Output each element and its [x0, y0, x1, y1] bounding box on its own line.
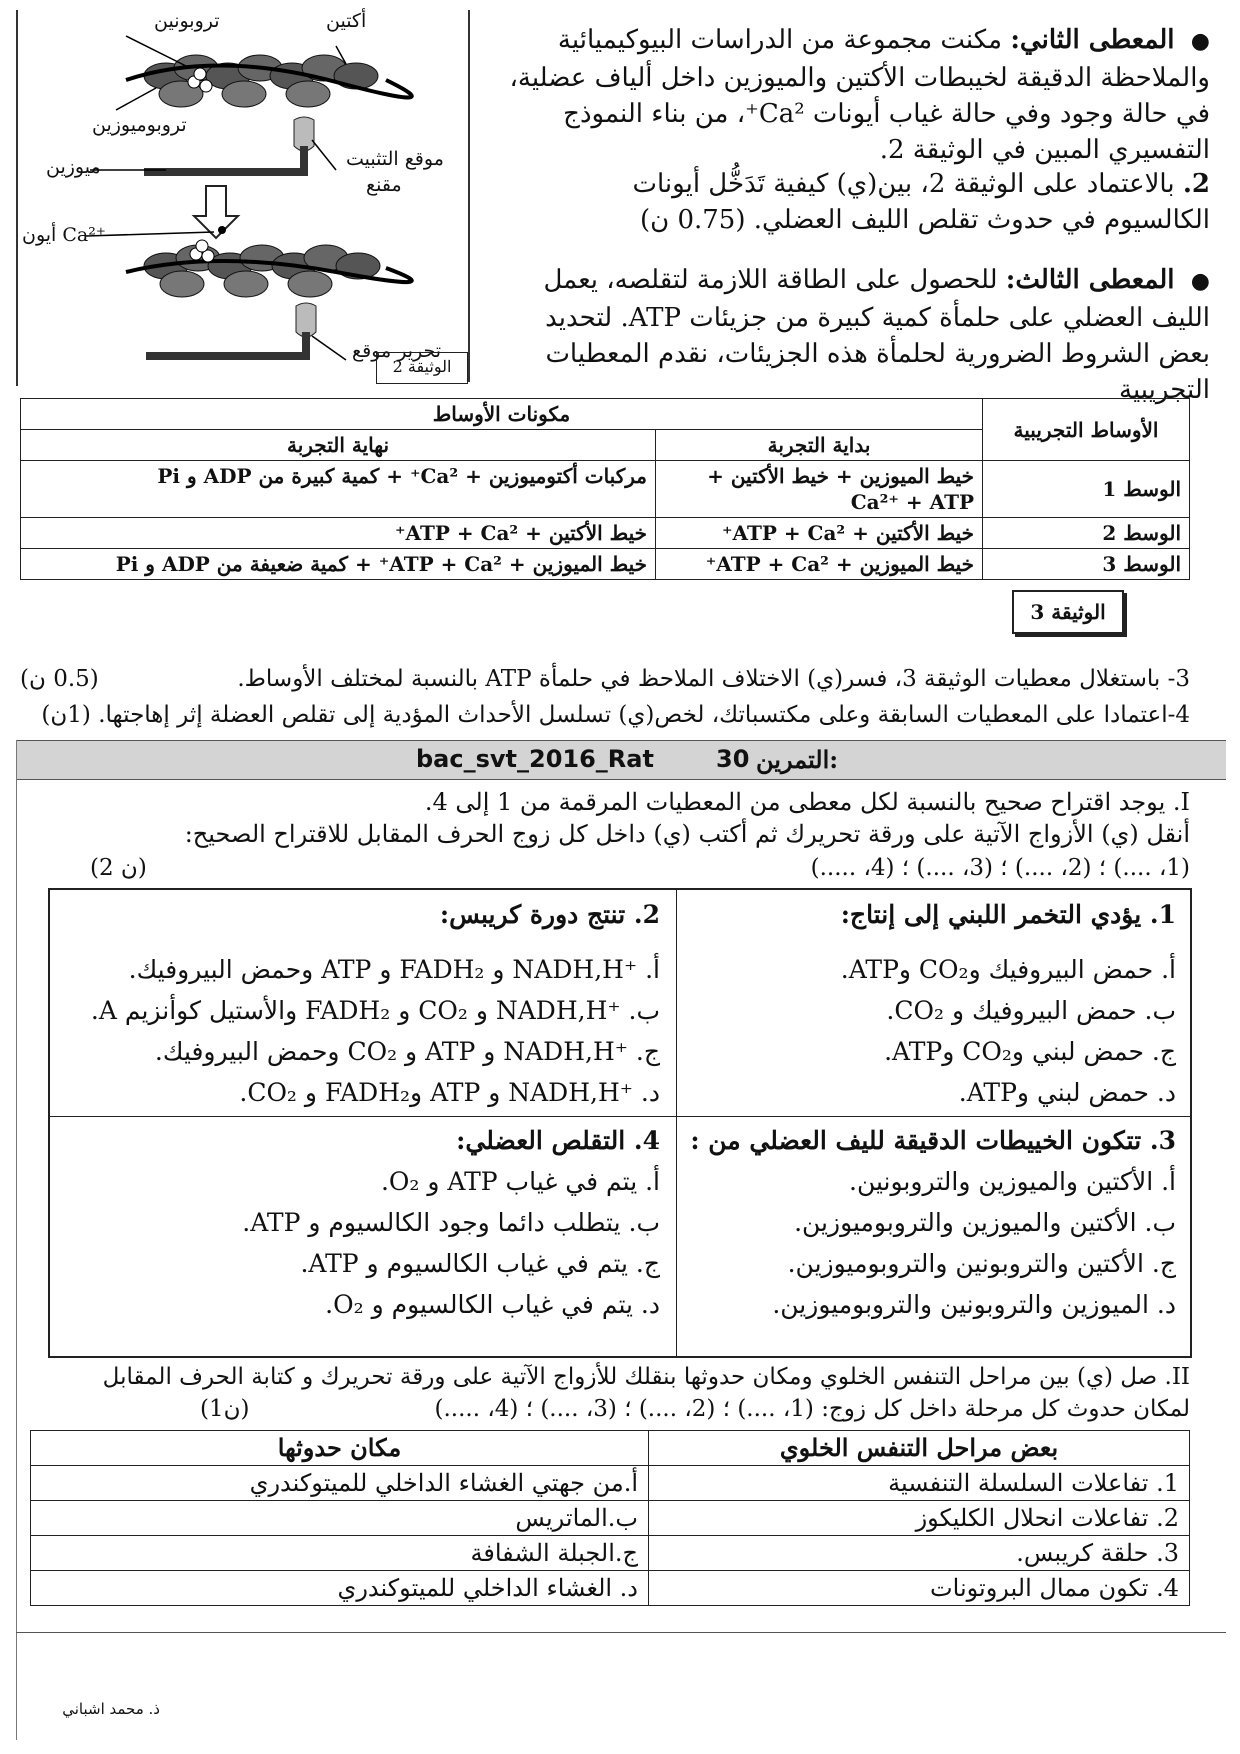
q4-title: 4. التقلص العضلي:: [456, 1126, 660, 1155]
filament-free: [126, 226, 412, 356]
mcq-q1: [690, 894, 1176, 1113]
q4-option-a: أ. يتم في غياب ATP و O₂.: [380, 1167, 660, 1196]
label-tropomyosin: تروبوميوزين: [92, 114, 187, 136]
header-components: مكونات الأوساط: [21, 399, 983, 430]
q2-option-b: ب. ⁺NADH,H و CO₂ و FADH₂ والأستيل كوأنزيم A.: [90, 996, 660, 1025]
doc2-tab: الوثيقة 2: [376, 352, 468, 384]
mcq-q4: [60, 1120, 660, 1325]
row3-start: خيط الميوزين + ATP + Ca²⁺: [656, 549, 983, 580]
partII-line1: II. صل (ي) بين مراحل التنفس الخلوي ومكان حدوثها بنقلك للأزواج الآتية على ورقة تحريرك و كتابة الحرف المقابل: [102, 1364, 1190, 1390]
exercise-code: bac_svt_2016_Rat: [416, 745, 654, 773]
question-2: [530, 166, 1210, 238]
doc2-figure: [16, 10, 470, 382]
header-stages: بعض مراحل التنفس الخلوي: [649, 1431, 1190, 1466]
row1-end: مركبات أكتوميوزين + Ca²⁺ + كمية كبيرة من ADP و Pi: [21, 461, 656, 518]
place-a: أ.من جهتي الغشاء الداخلي للميتوكندري: [31, 1466, 649, 1501]
datum2-text: مكنت مجموعة من الدراسات البيوكيميائية والملاحظة الدقيقة لخيبطات الأكتين والميوزين داخل ألياف عضلية، في حالة وجود وفي حالة غياب أيونات Ca²⁺، من بناء النموذج التفسيري المبين في الوثيقة 2.: [509, 25, 1210, 165]
header-media: الأوساط التجريبية: [983, 399, 1190, 461]
q1-option-c: ج. حمض لبني وCO₂ وATP.: [884, 1037, 1176, 1066]
q2-text: بالاعتماد على الوثيقة 2، بين(ي) كيفية تَدَخُّل أيونات الكالسيوم في حدوث تقلص الليف العضلي.: [632, 169, 1210, 235]
exercise-header: [16, 740, 1226, 780]
table-row: [31, 1571, 1190, 1606]
exercise-number: 30: [716, 745, 750, 773]
q3-text: 3- باستغلال معطيات الوثيقة 3، فسر(ي) الاختلاف الملاحظ في حلمأة ATP بالنسبة لمختلف الأوساط.: [237, 666, 1190, 692]
bullet-icon: ●: [1190, 29, 1210, 54]
q1-option-a: أ. حمض البيروفيك وCO₂ وATP.: [840, 955, 1176, 984]
partII-line2: لمكان حدوث كل مرحلة داخل كل زوج: (1، ....) ؛ (2، ....) ؛ (3، ....) ؛ (4، .....): [434, 1396, 1190, 1422]
mcq-grid: [48, 888, 1192, 1358]
mcq-q2: [60, 894, 660, 1113]
row3-end: خيط الميوزين + ATP + Ca²⁺ + كمية ضعيفة من ADP و Pi: [21, 549, 656, 580]
q4-option-b: ب. يتطلب دائما وجود الكالسيوم و ATP.: [242, 1208, 660, 1237]
label-masked: مقنع: [366, 174, 402, 196]
label-freed-site: تحرير موقع: [352, 340, 442, 362]
bullet-icon: ●: [1190, 269, 1210, 294]
label-troponin: تروبونين: [154, 10, 220, 32]
question-4: [20, 698, 1190, 732]
stage-1: 1. تفاعلات السلسلة التنفسية: [649, 1466, 1190, 1501]
stage-4: 4. تكون ممال البروتونات: [649, 1571, 1190, 1606]
q3-title: 3. تتكون الخييطات الدقيقة لليف العضلي من :: [690, 1126, 1176, 1155]
datum2-title: المعطى الثاني:: [1010, 25, 1175, 55]
row2-name: الوسط 2: [983, 518, 1190, 549]
q1-title: 1. يؤدي التخمر اللبني إلى إنتاج:: [840, 900, 1176, 929]
arrow-down-icon: [194, 186, 238, 238]
datum3-title: المعطى الثالث:: [1005, 265, 1175, 295]
table-row: [31, 1501, 1190, 1536]
q3-score: (0.5 ن): [20, 666, 99, 692]
table-row: [31, 1536, 1190, 1571]
label-ca-ion: أيون Ca²⁺: [22, 224, 106, 246]
table-row: [21, 549, 1190, 580]
partI-pairs: (1، ....) ؛ (2، ....) ؛ (3، ....) ؛ (4، .....): [810, 855, 1190, 881]
sarcomere-model-diagram: [16, 10, 468, 382]
divider: [16, 1632, 1226, 1633]
q4-score: (1ن): [41, 702, 91, 728]
q2-option-d: د. ⁺NADH,H و ATP وFADH₂ و CO₂.: [239, 1078, 660, 1107]
page-frame: [16, 740, 17, 1740]
question-3: [20, 662, 1190, 696]
partII-score: (1ن): [200, 1396, 250, 1422]
place-c: ج.الجبلة الشفافة: [31, 1536, 649, 1571]
q3-option-d: د. الميوزين والتروبونين والتروبوميوزين.: [772, 1290, 1176, 1319]
author: ذ. محمد اشباني: [62, 1700, 160, 1718]
label-myosin: ميوزين: [46, 156, 101, 178]
datum3-paragraph: [490, 262, 1210, 408]
datum2-paragraph: [490, 22, 1210, 168]
place-b: ب.الماتريس: [31, 1501, 649, 1536]
q2-option-a: أ. ⁺NADH,H و FADH₂ و ATP وحمض البيروفيك.: [128, 955, 660, 984]
q4-option-c: ج. يتم في غياب الكالسيوم و ATP.: [300, 1249, 660, 1278]
place-d: د. الغشاء الداخلي للميتوكندري: [31, 1571, 649, 1606]
q3-option-a: أ. الأكتين والميوزين والتروبونين.: [849, 1167, 1176, 1196]
header-place: مكان حدوثها: [31, 1431, 649, 1466]
row1-start: خيط الميوزين + خيط الأكتين + Ca²⁺ + ATP: [656, 461, 983, 518]
stage-2: 2. تفاعلات انحلال الكليكوز: [649, 1501, 1190, 1536]
table-row: [31, 1466, 1190, 1501]
q2-title: 2. تنتج دورة كريبس:: [439, 900, 660, 929]
header-end: نهاية التجربة: [21, 430, 656, 461]
partI-line2: أنقل (ي) الأزواج الآتية على ورقة تحريرك ثم أكتب (ي) داخل كل زوج الحرف المقابل للاقتراح الصحيح:: [184, 820, 1190, 848]
row3-name: الوسط 3: [983, 549, 1190, 580]
q2-score: (0.75 ن): [639, 205, 746, 235]
doc3-table: [20, 398, 1190, 580]
row1-name: الوسط 1: [983, 461, 1190, 518]
datum3-text: للحصول على الطاقة اللازمة لتقلصه، يعمل الليف العضلي على حلمأة كمية كبيرة من جزيئات ATP. لتحديد بعض الشروط الضرورية لحلمأة هذه الجزيئات، نقدم المعطيات التجريبية: [543, 265, 1210, 405]
row2-end: خيط الأكتين + ATP + Ca²⁺: [21, 518, 656, 549]
partII-table: [30, 1430, 1190, 1606]
stage-3: 3. حلقة كريبس.: [649, 1536, 1190, 1571]
label-actin: أكتين: [326, 10, 367, 32]
q1-option-b: ب. حمض البيروفيك و CO₂.: [886, 996, 1176, 1025]
table-row: [21, 461, 1190, 518]
q2-number: 2.: [1182, 169, 1210, 199]
mcq-q3: [690, 1120, 1176, 1325]
q4-option-d: د. يتم في غياب الكالسيوم و O₂.: [325, 1290, 660, 1319]
doc3-label: الوثيقة 3: [1012, 590, 1124, 634]
header-start: بداية التجربة: [656, 430, 983, 461]
q3-option-c: ج. الأكتين والتروبونين والتروبوميوزين.: [787, 1249, 1176, 1278]
q3-option-b: ب. الأكتين والميوزين والتروبوميوزين.: [794, 1208, 1176, 1237]
row2-start: خيط الأكتين + ATP + Ca²⁺: [656, 518, 983, 549]
partI-line1: I. يوجد اقتراح صحيح بالنسبة لكل معطى من المعطيات المرقمة من 1 إلى 4.: [424, 788, 1190, 816]
q2-option-c: ج. ⁺NADH,H و ATP و CO₂ وحمض البيروفيك.: [154, 1037, 660, 1066]
table-row: [21, 518, 1190, 549]
q1-option-d: د. حمض لبني وATP.: [958, 1078, 1176, 1107]
q4-text: 4-اعتمادا على المعطيات السابقة وعلى مكتسباتك، لخص(ي) تسلسل الأحداث المؤدية إلى تقلص العضلة إثر إهاجتها.: [98, 702, 1190, 728]
exercise-label: التمرين:: [756, 745, 839, 774]
label-binding-site: موقع التثبيت: [346, 148, 444, 170]
partI-score: (2 ن): [90, 855, 147, 881]
